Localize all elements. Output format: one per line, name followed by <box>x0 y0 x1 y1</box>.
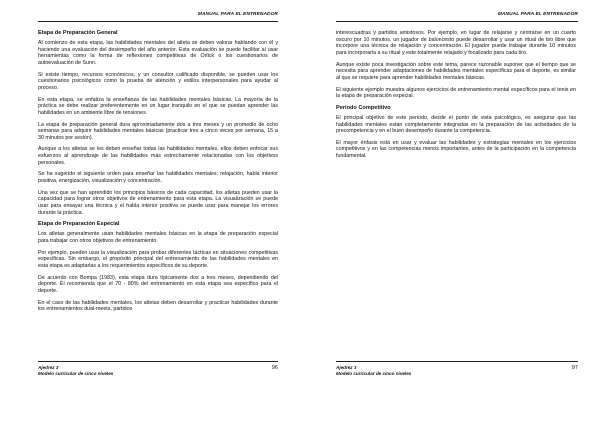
page-body <box>38 30 278 318</box>
paragraph: Al comienzo de esta etapa, las habilidades mentales del atleta se deben valorar hablando con él y haciendo una evaluación del desempeño del año anterior. Esta evaluación se puede facilitar al usar herramientas como la forma de reflexiones competitivas de Orlick o los cuestionarios de autoevaluación de Sunn. <box>38 40 278 66</box>
page-number: 97 <box>571 365 578 371</box>
running-header: MANUAL PARA EL ENTRENADOR <box>497 12 578 17</box>
section-heading: Etapa de Preparación General <box>38 30 118 36</box>
paragraph: Si existe tiempo, recursos económicos, y un consultor calificado disponible, se pueden usar los cuestionarios psicológicos como la prueba de atención y estilos interpersonales para ayudar al proceso. <box>38 71 278 91</box>
paragraph: El principal objetivo de este periodo, desde el punto de vista psicológico, es asegurar que las habilidades mentales están completamente integradas en la preparación de las actividades de la precompetencia y en el buen desempeño durante la competencia. <box>336 114 576 135</box>
running-header: MANUAL PARA EL ENTRENADOR <box>197 12 278 17</box>
section-heading: Etapa de Preparación Especial <box>38 221 120 228</box>
paragraph: Aunque a los atletas se les deben enseñar todas las habilidades mentales, ellos deben enfocar sus esfuerzos al aprendizaje de las habilidades más estrechamente relacionadas con los objetivos personales. <box>38 146 278 166</box>
paragraph: El siguiente ejemplo muestra algunos ejercicios de entrenamiento mental específicos para el tenis en la etapa de preparación especial. <box>336 86 576 100</box>
footer-line-2: Modelo curricular de cinco niveles <box>38 370 114 376</box>
paragraph: El mayor énfasis está en usar y evaluar las habilidades y estrategias mentales en los ejercicios competitivos y en las competencias menos importantes, antes de la participación en la competencia fundamental. <box>336 139 576 160</box>
page-body <box>336 30 576 165</box>
running-footer <box>336 365 411 376</box>
paragraph: De acuerdo con Bompa (1983), esta etapa dura típicamente dos a tres meses, dependiendo del deporte. Él recomienda que el 70 - 80% del entrenamiento en esta etapa sea específico para el deporte. <box>38 274 278 294</box>
section-heading: Periodo Competitivo <box>336 104 391 111</box>
paragraph: interescuadras y partidos amistosos. Por ejemplo, en lugar de relajarse y centrarse en un cuarto oscuro por 10 minutos, un jugador de baloncesto puede desarrollar y usar un ritual de tiro libre que incorpore una técnica de relajación y concentración. El jugador puede trabajar durante 10 minutos para incorporarla a su ritual y este totalmente relajado y focalizado para cada tiro. <box>336 30 576 56</box>
paragraph: Aunque existe poca investigación sobre este tema, parece razonable suponer que el tiempo que se necesita para aprender adaptaciones de habilidades mentales específicas para el deporte, es similar al que se requiere para aprender habilidades mentales básicas. <box>336 61 576 81</box>
footer-rule <box>336 361 578 362</box>
paragraph: Los atletas generalmente usan habilidades mentales básicas en la etapa de preparación especial para trabajar con otros objetivos de entrenamiento. <box>38 231 278 244</box>
paragraph: Por ejemplo, pueden usar la visualización para probar diferentes tácticas en situaciones competitivas especificas. Sin embargo, el propósito principal del entrenamiento de las habilidades mentales en esta etapa es adaptarlas a los requerimientos específicos de su deporte. <box>38 249 278 269</box>
paragraph: En el caso de las habilidades mentales, los atletas deben desarrollar y practicar habilidades durante los entrenamientos dual-meets, partidos <box>38 299 278 313</box>
footer-rule <box>38 361 278 362</box>
paragraph: Una vez que se han aprendido los principios básicos de cada capacidad, los atletas pueden usar la capacidad para lograr otros objetivos de entrenamiento para esta etapa. La visualización se puede usar para ensayar una técnica y el habla interior positiva se puede usar para manejar los errores durante la práctica. <box>38 189 278 216</box>
running-footer <box>38 365 113 376</box>
paragraph: Se ha sugerido el siguiente orden para enseñar las habilidades mentales: relajación, habla interior positiva, energización, visualización y concentración. <box>38 171 278 185</box>
paragraph: La etapa de preparación general dura aproximadamente dos a tres meses y un promedio de ocho semanas para adquirir habilidades mentales básicas (practicar tres a cinco veces por semana, 15 a 30 minutos por sesión). <box>38 121 278 141</box>
header-rule <box>38 21 278 22</box>
paragraph: En esta etapa, se enfatiza la enseñanza de las habilidades mentales básicas. La mayoría de la práctica se debe realizar preferentemente en un lugar tranquilo en el que se puedan aprender las habilidades en un ambiente libre de tensiones. <box>38 96 278 116</box>
footer-line-1: Ajedrez 3 <box>38 365 59 370</box>
footer-line-1: Ajedrez 3 <box>336 365 357 370</box>
header-rule <box>336 21 578 22</box>
footer-line-2: Modelo curricular de cinco niveles <box>336 370 412 376</box>
page-number: 96 <box>271 365 278 371</box>
right-page <box>300 0 600 424</box>
